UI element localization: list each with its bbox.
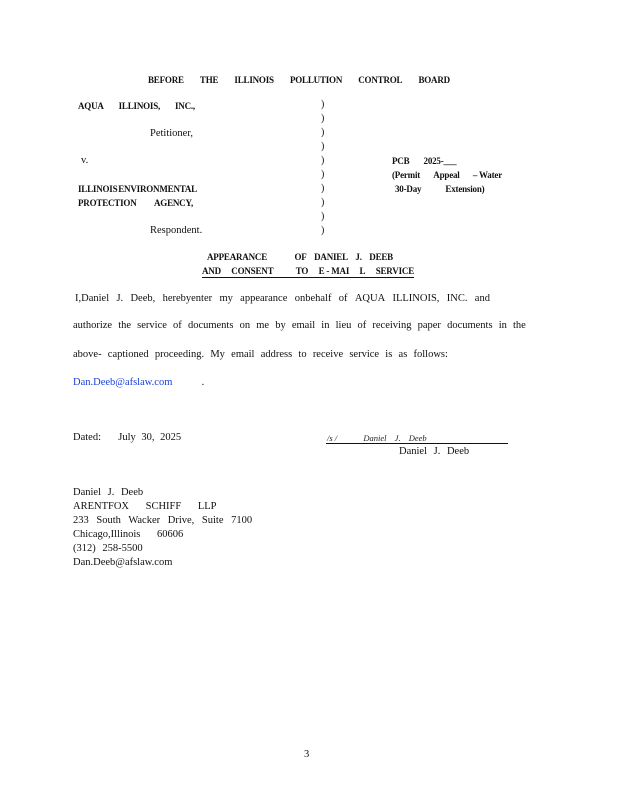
- paragraph-word: the: [118, 320, 132, 331]
- versus-label: v.: [81, 155, 89, 166]
- respondent-word: ILLINOIS: [78, 184, 118, 194]
- case-type-word: (Permit: [392, 170, 421, 180]
- paragraph-word: email: [291, 320, 316, 331]
- paragraph-word: I,Daniel: [75, 293, 110, 304]
- respondent-word: ENVIRONMENTAL: [118, 184, 197, 194]
- petitioner-label: Petitioner,: [150, 128, 194, 139]
- paragraph-word: on: [239, 320, 251, 331]
- address-line: Chicago,Illinois 60606: [73, 529, 184, 540]
- paragraph-word: Deeb,: [130, 293, 156, 304]
- paragraph-word: INC.: [446, 293, 468, 304]
- dated-label: Dated:: [73, 432, 101, 443]
- case-type-word: Appeal: [433, 170, 460, 180]
- email-line: [73, 377, 204, 388]
- paragraph-word: herebyenter: [162, 293, 213, 304]
- signature-prefix: /s /: [327, 433, 338, 443]
- address-line: Dan.Deeb@afslaw.com: [73, 557, 173, 568]
- heading-word: BEFORE: [148, 75, 184, 85]
- respondent-name-line2: [78, 198, 193, 208]
- dated-line: [73, 432, 181, 443]
- petitioner-word: INC.,: [174, 101, 195, 111]
- paragraph-word: of: [357, 320, 367, 331]
- paragraph-line: [75, 293, 490, 304]
- paragraph-word: captioned: [107, 349, 149, 360]
- paragraph-line: [73, 320, 526, 331]
- address-line: (312) 258-5500: [73, 543, 143, 554]
- email-period: .: [201, 377, 205, 388]
- paragraph-word: proceeding.: [154, 349, 205, 360]
- case-type-word: 30-Day: [395, 184, 422, 194]
- caption-paren: ): [321, 155, 325, 166]
- title-word: OF: [294, 252, 307, 262]
- petitioner-word: ILLINOIS,: [118, 101, 161, 111]
- case-type-word: Extension): [445, 184, 485, 194]
- caption-paren: ): [321, 183, 325, 194]
- respondent-word: PROTECTION: [78, 198, 137, 208]
- petitioner-word: AQUA: [78, 101, 104, 111]
- title-word: CONSENT: [231, 266, 274, 276]
- paragraph-word: ILLINOIS,: [392, 293, 440, 304]
- paragraph-word: service: [137, 320, 167, 331]
- signature-name: Daniel J. Deeb: [363, 433, 427, 443]
- paragraph-word: and: [474, 293, 490, 304]
- title-word: E - MAI: [318, 266, 350, 276]
- respondent-word: AGENCY,: [153, 198, 193, 208]
- caption-paren: ): [321, 169, 325, 180]
- address-line: 233 South Wacker Drive, Suite 7100: [73, 515, 253, 526]
- caption-paren: ): [321, 113, 325, 124]
- paragraph-word: in: [321, 320, 330, 331]
- paragraph-word: appearance: [240, 293, 288, 304]
- caption-paren: ): [321, 211, 325, 222]
- title-word: SERVICE: [375, 266, 414, 276]
- paragraph-word: me: [256, 320, 270, 331]
- paragraph-word: of: [173, 320, 182, 331]
- case-type-line1: [392, 170, 502, 180]
- paragraph-word: receiving: [372, 320, 412, 331]
- caption-paren: ): [321, 197, 325, 208]
- document-title-line1: [207, 252, 393, 262]
- paragraph-word: onbehalf: [294, 293, 332, 304]
- paragraph-word: AQUA: [354, 293, 386, 304]
- case-type-line2: [395, 184, 484, 194]
- paragraph-word: documents: [187, 320, 234, 331]
- signature-line: [326, 443, 508, 444]
- case-number-prefix: PCB: [392, 156, 410, 166]
- title-word: AND: [202, 266, 221, 276]
- paragraph-word: of: [338, 293, 348, 304]
- paragraph-word: to: [298, 349, 307, 360]
- caption-paren: ): [321, 141, 325, 152]
- paragraph-word: address: [260, 349, 293, 360]
- dated-value: July 30, 2025: [118, 432, 182, 443]
- email-link[interactable]: Dan.Deeb@afslaw.com: [73, 377, 173, 388]
- paragraph-word: J.: [116, 293, 124, 304]
- paragraph-word: the: [513, 320, 526, 331]
- paragraph-word: receive: [312, 349, 344, 360]
- respondent-name-line1: [78, 184, 197, 194]
- paragraph-word: in: [498, 320, 507, 331]
- case-type-word: – Water: [472, 170, 502, 180]
- heading-word: POLLUTION: [289, 75, 343, 85]
- paragraph-word: as: [398, 349, 408, 360]
- paragraph-word: follows:: [413, 349, 448, 360]
- title-word: DEEB: [369, 252, 393, 262]
- case-number: [392, 156, 456, 166]
- paragraph-word: paper: [417, 320, 441, 331]
- paragraph-word: My: [210, 349, 225, 360]
- title-word: J.: [355, 252, 362, 262]
- paragraph-word: my: [219, 293, 233, 304]
- paragraph-word: documents: [447, 320, 493, 331]
- paragraph-word: is: [385, 349, 393, 360]
- heading-word: ILLINOIS: [234, 75, 274, 85]
- caption-paren: ): [321, 127, 325, 138]
- paragraph-word: authorize: [73, 320, 113, 331]
- case-number-value: 2025-___: [423, 156, 457, 166]
- respondent-label: Respondent.: [150, 225, 203, 236]
- title-word: TO: [295, 266, 309, 276]
- title-word: APPEARANCE: [207, 252, 267, 262]
- address-line: ARENTFOX SCHIFF LLP: [73, 501, 217, 512]
- signature-printed-name: Daniel J. Deeb: [399, 446, 470, 457]
- heading-word: THE: [199, 75, 219, 85]
- signature: [327, 433, 427, 443]
- board-heading: [148, 75, 450, 85]
- petitioner-name: [78, 101, 195, 111]
- paragraph-line: [73, 349, 448, 360]
- caption-paren: ): [321, 99, 325, 110]
- document-title-line2: [202, 266, 414, 278]
- paragraph-word: service: [349, 349, 380, 360]
- address-line: Daniel J. Deeb: [73, 487, 144, 498]
- title-word: DANIEL: [314, 252, 348, 262]
- paragraph-word: above-: [73, 349, 102, 360]
- page-number: 3: [304, 749, 310, 760]
- title-word: L: [359, 266, 366, 276]
- paragraph-word: lieu: [335, 320, 352, 331]
- paragraph-word: by: [275, 320, 286, 331]
- caption-paren: ): [321, 225, 325, 236]
- heading-word: CONTROL: [358, 75, 403, 85]
- heading-word: BOARD: [418, 75, 450, 85]
- paragraph-word: email: [231, 349, 255, 360]
